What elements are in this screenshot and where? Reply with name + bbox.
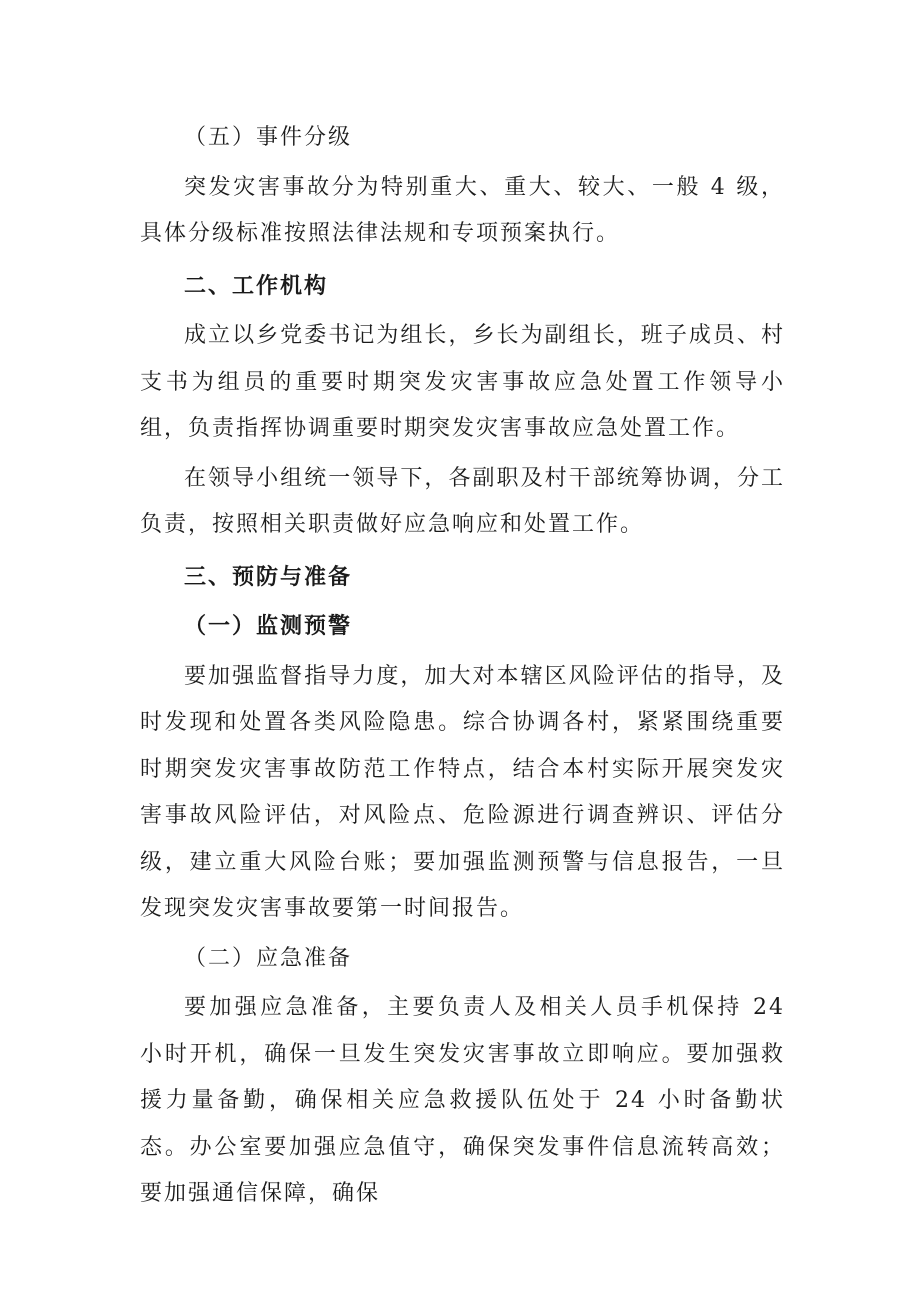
heading-work-organization: 二、工作机构 (184, 273, 329, 299)
document-body (140, 112, 785, 1221)
heading-prevention-preparation: 三、预防与准备 (184, 564, 353, 590)
work-organization-paragraph-1: 成立以乡党委书记为组长，乡长为副组长，班子成员、村支书为组员的重要时期突发灾害事故应急处置工作领导小组，负责指挥协调重要时期突发灾害事故应急处置工作。 (140, 323, 785, 441)
emergency-preparation-paragraph: 要加强应急准备，主要负责人及相关人员手机保持 24 小时开机，确保一旦发生突发灾害事故立即响应。要加强救援力量备勤，确保相关应急救援队伍处于 24 小时备勤状态。办公室要加强应急值守，确保突发事件信息流转高效；要加强通信保障，确保 (140, 995, 785, 1206)
section5-paragraph: 突发灾害事故分为特别重大、重大、较大、一般 4 级，具体分级标准按照法律法规和专项预案执行。 (140, 174, 785, 246)
monitoring-warning-paragraph: 要加强监督指导力度，加大对本辖区风险评估的指导，及时发现和处置各类风险隐患。综合协调各村，紧紧围绕重要时期突发灾害事故防范工作特点，结合本村实际开展突发灾害事故风险评估，对风险点、危险源进行调查辨识、评估分级，建立重大风险台账；要加强监测预警与信息报告，一旦发现突发灾害事故要第一时间报告。 (140, 663, 785, 921)
subheading-monitoring-warning: （一）监测预警 (184, 614, 353, 639)
subheading-emergency-preparation: （二）应急准备 (184, 945, 353, 971)
section5-heading: （五）事件分级 (184, 125, 353, 150)
work-organization-paragraph-2: 在领导小组统一领导下，各副职及村干部统筹协调，分工负责，按照相关职责做好应急响应和处置工作。 (140, 465, 785, 537)
